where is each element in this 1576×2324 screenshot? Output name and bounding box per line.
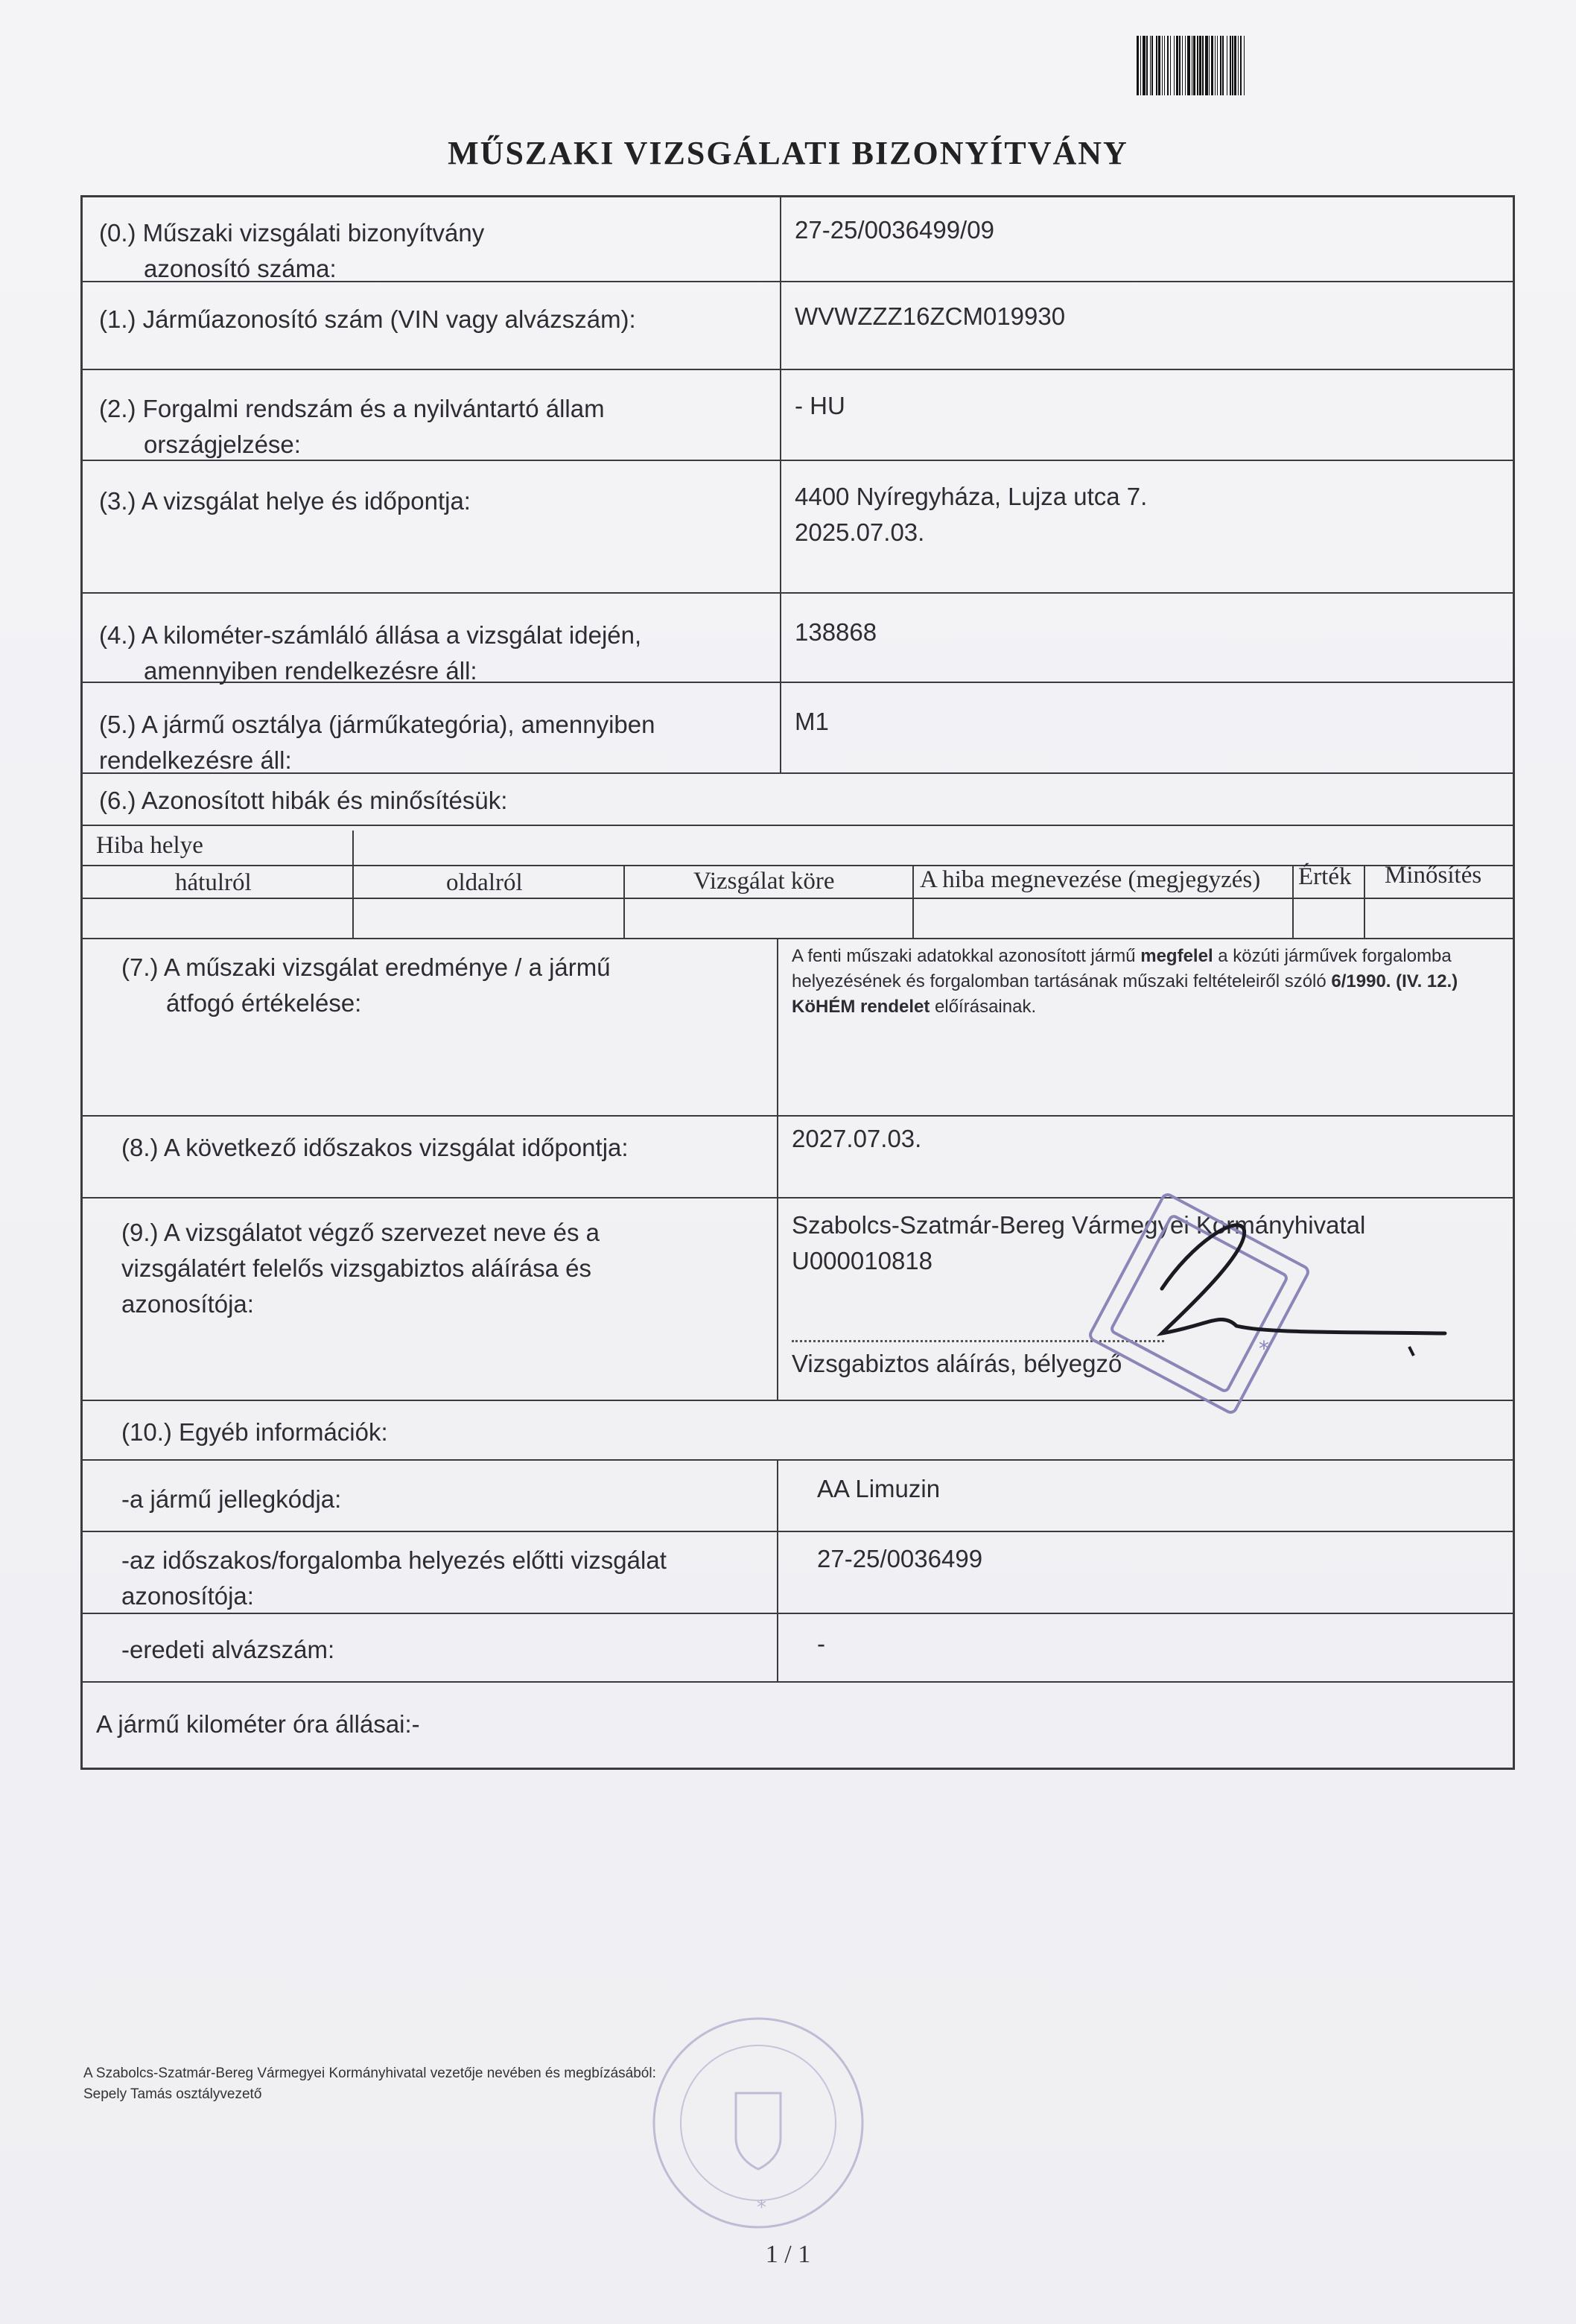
inspector-label: (9.) A vizsgálatot végző szervezet neve és a vizsgálatért felelős vizsgabiztos aláírása és azonosítója: bbox=[121, 1219, 600, 1318]
col-defect-name: A hiba megnevezése (megjegyzés) bbox=[920, 866, 1261, 893]
inspection-place-date-value: 4400 Nyíregyháza, Lujza utca 7. 2025.07.03. bbox=[795, 483, 1148, 546]
col-rating: Minősítés bbox=[1385, 862, 1482, 889]
prev-inspection-id-label: -az időszakos/forgalomba helyezés előtti vizsgálat azonosítója: bbox=[121, 1546, 667, 1610]
barcode bbox=[1137, 36, 1494, 95]
document-title: MŰSZAKI VIZSGÁLATI BIZONYÍTVÁNY bbox=[448, 135, 1128, 171]
orig-chassis-value: - bbox=[817, 1630, 825, 1657]
row-0-label: (0.) Műszaki vizsgálati bizonyítvány azonosító száma: bbox=[99, 219, 485, 282]
registration-value: - HU bbox=[795, 392, 845, 419]
defects-heading: (6.) Azonosított hibák és minősítésük: bbox=[99, 787, 508, 814]
svg-text:*: * bbox=[757, 2197, 766, 2219]
certificate-id-value: 27-25/0036499/09 bbox=[795, 216, 994, 244]
footer-authorization: A Szabolcs-Szatmár-Bereg Vármegyei Kormányhivatal vezetője nevében és megbízásából: Sepely Tamás osztályvezető bbox=[83, 2066, 656, 2102]
row-1-label: (1.) Járműazonosító szám (VIN vagy alvázszám): bbox=[99, 305, 636, 333]
barcode-bar bbox=[1245, 36, 1246, 95]
next-inspection-label: (8.) A következő időszakos vizsgálat időpontja: bbox=[121, 1134, 629, 1161]
row-4-label: (4.) A kilométer-számláló állása a vizsgálat idején, amennyiben rendelkezésre áll: bbox=[99, 621, 642, 685]
defect-location-header: Hiba helye bbox=[96, 832, 203, 859]
vehicle-category-value: M1 bbox=[795, 708, 829, 735]
col-side: oldalról bbox=[446, 869, 523, 896]
type-code-label: -a jármű jellegkódja: bbox=[121, 1485, 342, 1513]
next-inspection-value: 2027.07.03. bbox=[792, 1125, 922, 1152]
result-label: (7.) A műszaki vizsgálat eredménye / a jármű átfogó értékelése: bbox=[121, 953, 611, 1017]
orig-chassis-label: -eredeti alvázszám: bbox=[121, 1636, 335, 1663]
vin-value: WVWZZZ16ZCM019930 bbox=[795, 302, 1066, 330]
odometer-value: 138868 bbox=[795, 618, 877, 646]
office-round-stamp bbox=[646, 2011, 870, 2235]
col-scope: Vizsgálat köre bbox=[693, 868, 835, 895]
other-info-heading: (10.) Egyéb információk: bbox=[121, 1418, 388, 1446]
type-code-value: AA Limuzin bbox=[817, 1475, 941, 1502]
row-2-label: (2.) Forgalmi rendszám és a nyilvántartó állam országjelzése: bbox=[99, 395, 605, 458]
col-rear: hátulról bbox=[175, 869, 252, 896]
signature bbox=[1117, 1199, 1460, 1363]
row-3-label: (3.) A vizsgálat helye és időpontja: bbox=[99, 487, 471, 515]
result-statement: A fenti műszaki adatokkal azonosított jármű megfelel a közúti járművek forgalomba helyezésének és forgalomban tartásának műszaki feltételeiről szóló 6/1990. (IV. 12.) KöHÉM rendelet előírásainak. bbox=[792, 946, 1458, 1017]
certificate-form bbox=[80, 195, 1515, 1770]
col-value: Érték bbox=[1298, 863, 1352, 890]
prev-inspection-id-value: 27-25/0036499 bbox=[817, 1545, 983, 1572]
svg-text:*: * bbox=[1259, 1336, 1269, 1361]
inspector-org-value: Szabolcs-Szatmár-Bereg Vármegyei Kormányhivatal U000010818 bbox=[792, 1211, 1366, 1274]
page-number: 1 / 1 bbox=[765, 2241, 811, 2268]
row-5-label: (5.) A jármű osztálya (járműkategória), amennyiben rendelkezésre áll: bbox=[99, 711, 655, 774]
odometer-history: A jármű kilométer óra állásai:- bbox=[96, 1710, 420, 1738]
signature-caption: Vizsgabiztos aláírás, bélyegző bbox=[792, 1350, 1122, 1377]
